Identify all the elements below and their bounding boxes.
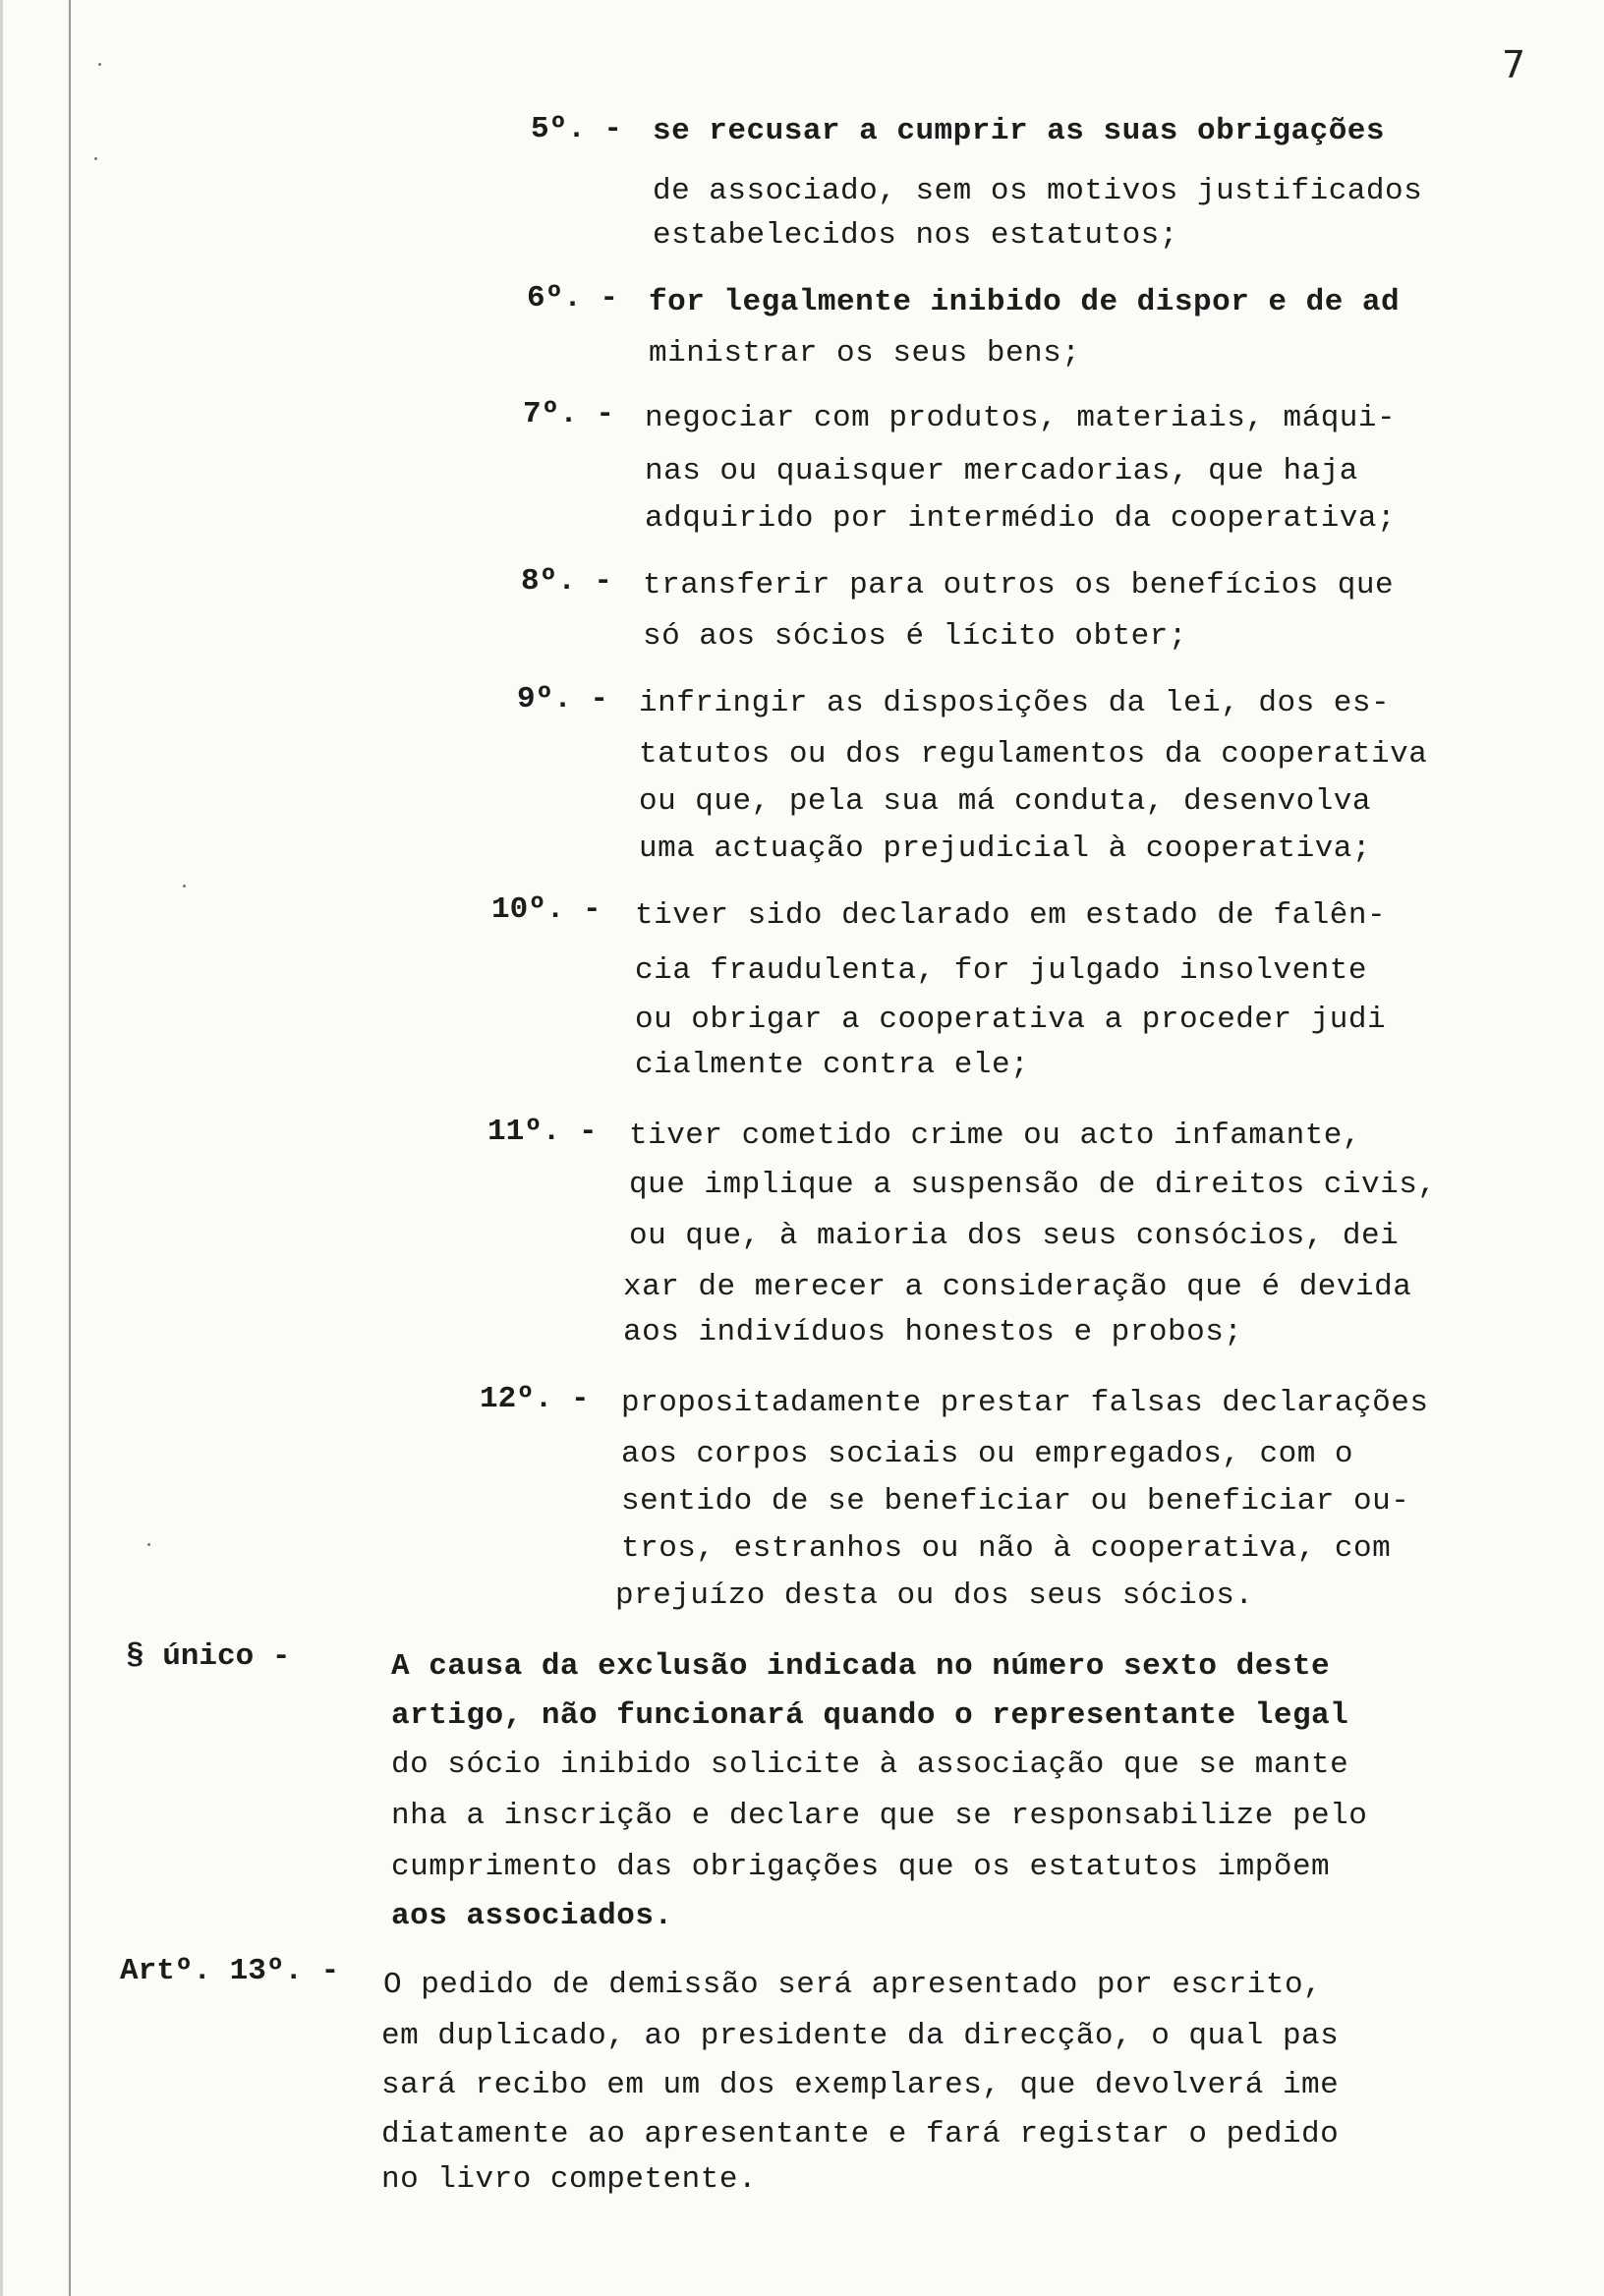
item-text-line: que implique a suspensão de direitos civis, [629, 1168, 1437, 1202]
paper-speck [94, 157, 97, 160]
item-text-line: xar de merecer a consideração que é devida [623, 1270, 1412, 1304]
paragraph-text-line: A causa da exclusão indicada no número sexto deste [391, 1649, 1331, 1684]
item-text-line: ministrar os seus bens; [649, 336, 1081, 371]
item-text-line: se recusar a cumprir as suas obrigações [653, 114, 1386, 148]
item-text-line: aos indivíduos honestos e probos; [623, 1315, 1243, 1349]
item-text-line: uma actuação prejudicial à cooperativa; [639, 832, 1372, 866]
item-number: 9º. - [517, 682, 609, 717]
item-text-line: sentido de se beneficiar ou beneficiar ou- [621, 1484, 1410, 1519]
item-number: 5º. - [531, 112, 623, 146]
item-text-line: tatutos ou dos regulamentos da cooperativa [639, 737, 1428, 772]
paragraph-text-line: do sócio inibido solicite à associação que se mante [391, 1748, 1349, 1782]
item-text-line: cia fraudulenta, for julgado insolvente [635, 953, 1368, 988]
article-text-line: O pedido de demissão será apresentado por escrito, [383, 1968, 1323, 2002]
item-text-line: tros, estranhos ou não à cooperativa, com [621, 1531, 1392, 1566]
item-number: 8º. - [521, 564, 613, 599]
item-text-line: for legalmente inibido de dispor e de ad [649, 285, 1401, 319]
item-text-line: tiver sido declarado em estado de falên- [635, 898, 1387, 933]
paragraph-text-line: artigo, não funcionará quando o representante legal [391, 1698, 1349, 1733]
item-number: 7º. - [523, 397, 615, 431]
item-text-line: aos corpos sociais ou empregados, com o [621, 1437, 1354, 1471]
item-number: 10º. - [491, 892, 602, 927]
item-number: 12º. - [480, 1382, 590, 1416]
paper-speck [147, 1543, 150, 1546]
item-text-line: nas ou quaisquer mercadorias, que haja [645, 454, 1358, 488]
paragraph-text-line: aos associados. [391, 1899, 673, 1933]
item-number: 6º. - [527, 281, 619, 316]
item-number: 11º. - [487, 1115, 598, 1149]
item-text-line: propositadamente prestar falsas declarações [621, 1386, 1429, 1420]
paper-speck [98, 63, 101, 66]
item-text-line: infringir as disposições da lei, dos es- [639, 686, 1391, 720]
item-text-line: ou obrigar a cooperativa a proceder judi [635, 1003, 1387, 1037]
item-text-line: de associado, sem os motivos justificados [653, 174, 1423, 208]
article-text-line: diatamente ao apresentante e fará registar o pedido [381, 2117, 1340, 2152]
paper-speck [183, 885, 186, 888]
item-text-line: ou que, à maioria dos seus consócios, dei [629, 1219, 1400, 1253]
item-text-line: transferir para outros os benefícios que [643, 568, 1395, 603]
item-text-line: só aos sócios é lícito obter; [643, 619, 1187, 654]
item-text-line: estabelecidos nos estatutos; [653, 218, 1178, 253]
article-13-heading: Artº. 13º. - [120, 1954, 340, 1988]
page-number: 7 [1502, 43, 1526, 86]
item-text-line: tiver cometido crime ou acto infamante, [629, 1119, 1362, 1153]
item-text-line: adquirido por intermédio da cooperativa; [645, 501, 1397, 536]
article-text-line: em duplicado, ao presidente da direcção, o qual pas [381, 2019, 1340, 2053]
item-text-line: prejuízo desta ou dos seus sócios. [615, 1578, 1254, 1613]
item-text-line: ou que, pela sua má conduta, desenvolva [639, 784, 1372, 819]
paragraph-unico-heading: § único - [126, 1639, 291, 1674]
paragraph-text-line: cumprimento das obrigações que os estatutos impõem [391, 1850, 1331, 1884]
item-text-line: negociar com produtos, materiais, máqui- [645, 401, 1397, 435]
paragraph-text-line: nha a inscrição e declare que se responsabilize pelo [391, 1799, 1368, 1833]
page-edge [0, 0, 3, 2296]
margin-rule [69, 0, 71, 2296]
item-text-line: cialmente contra ele; [635, 1048, 1030, 1082]
article-text-line: sará recibo em um dos exemplares, que devolverá ime [381, 2068, 1340, 2102]
article-text-line: no livro competente. [381, 2162, 758, 2197]
